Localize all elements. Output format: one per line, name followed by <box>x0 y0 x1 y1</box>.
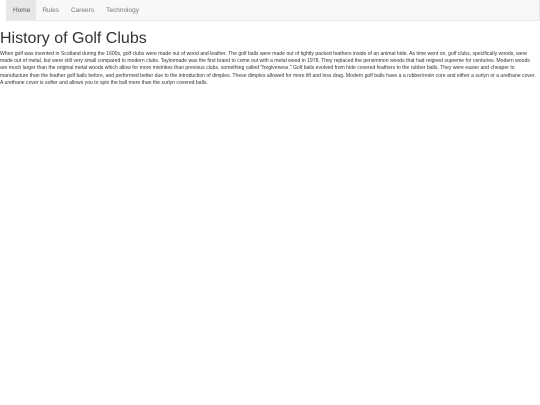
history-paragraph: When golf was invented in Scotland during the 1600s, golf clubs were made out of wood and leather. The golf balls were made out of tightly packed feathers inside of an animal hide. As time went on, golf clubs, specifically woods, were made out of metal, but were still very small compared to modern clubs. Taylormade was the first brand to come out with a metal wood in 1978. They replaced the persimmon woods that had reigned supreme for centuries. Modern woods are much larger than the original metal woods which allow for more mistrikes than previous clubs, something called "forgiveness." Golf balls evolved from hide covered feathers to the rubber balls. They were easier and cheaper to manufacture than the feather golf balls before, and performed better due to the introduction of dimples. These dimples allowed for more lift and less drag. Modern golf balls have a a rubber/resin core and either a surlyn or a urethane cover. A urethane cover is softer and allows you to spin the ball more than the surlyn covered balls. <box>0 51 536 86</box>
top-navbar <box>6 0 540 21</box>
nav-item-rules[interactable]: Rules <box>42 6 59 14</box>
nav-item-home[interactable]: Home <box>7 0 36 20</box>
page-title: History of Golf Clubs <box>0 30 147 47</box>
nav-item-technology[interactable]: Technology <box>106 6 139 14</box>
nav-item-careers[interactable]: Careers <box>70 6 95 14</box>
